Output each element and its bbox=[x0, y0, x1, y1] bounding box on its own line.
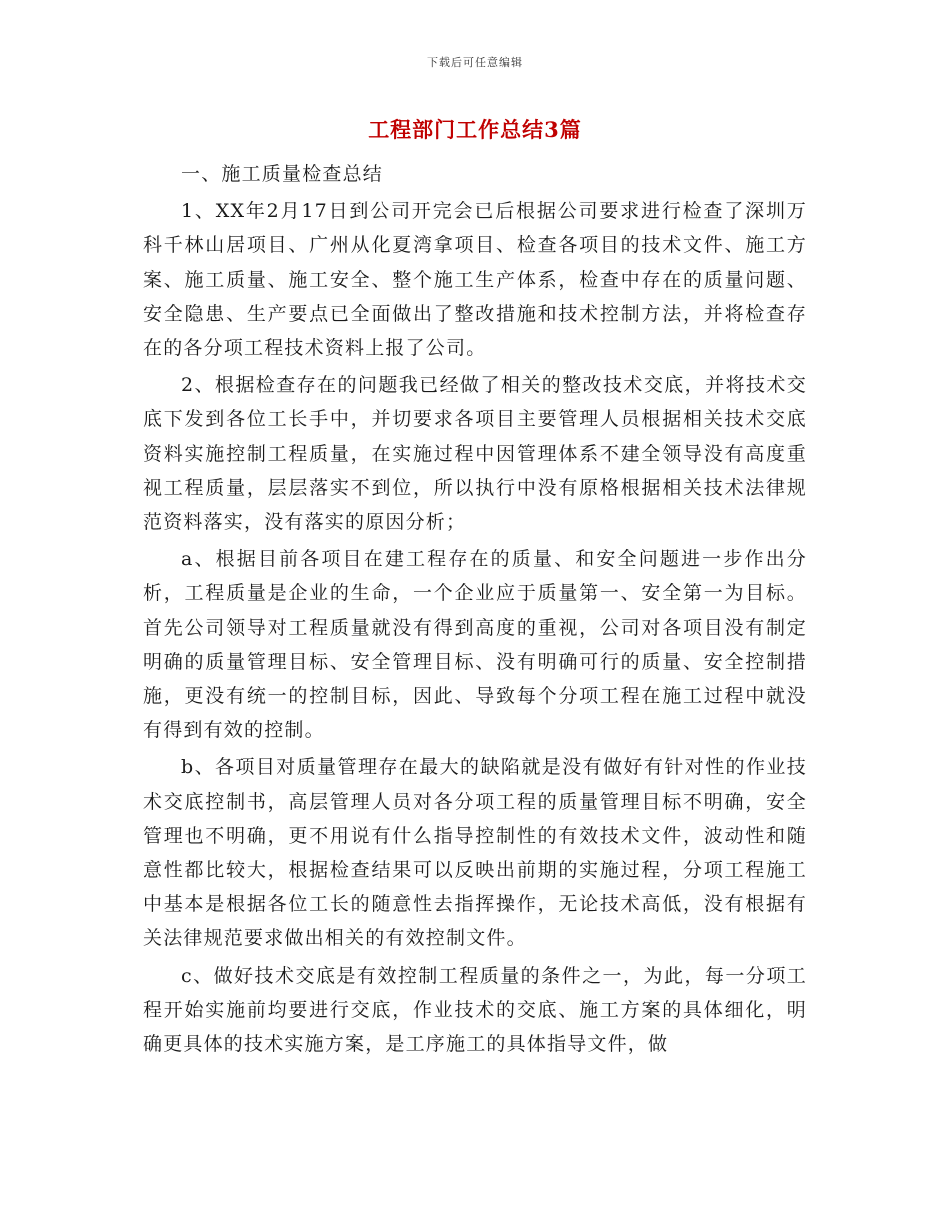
paragraph-1: 1、XX年2月17日到公司开完会已后根据公司要求进行检查了深圳万科千林山居项目、广州从化夏湾拿项目、检查各项目的技术文件、施工方案、施工质量、施工安全、整个施工生产体系，检查中存在的质量问题、安全隐患、生产要点已全面做出了整改措施和技术控制方法，并将检查存在的各分项工程技术资料上报了公司。 bbox=[143, 200, 807, 360]
paragraph-2: 2、根据检查存在的问题我已经做了相关的整改技术交底，并将技术交底下发到各位工长手中，并切要求各项目主要管理人员根据相关技术交底资料实施控制工程质量，在实施过程中因管理体系不建全领导没有高度重视工程质量，层层落实不到位，所以执行中没有原格根据相关技术法律规范资料落实，没有落实的原因分析； bbox=[143, 374, 807, 534]
section-heading: 一、施工质量检查总结 bbox=[181, 163, 384, 185]
paragraph-b: b、各项目对质量管理存在最大的缺陷就是没有做好有针对性的作业技术交底控制书，高层管理人员对各分项工程的质量管理目标不明确，安全管理也不明确，更不用说有什么指导控制性的有效技术文件，波动性和随意性都比较大，根据检查结果可以反映出前期的实施过程，分项工程施工中基本是根据各位工长的随意性去指挥操作，无论技术高低，没有根据有关法律规范要求做出相关的有效控制文件。 bbox=[143, 756, 807, 950]
paragraph-c: c、做好技术交底是有效控制工程质量的条件之一，为此，每一分项工程开始实施前均要进行交底，作业技术的交底、施工方案的具体细化，明确更具体的技术实施方案，是工序施工的具体指导文件，做 bbox=[143, 964, 807, 1056]
page-header-note: 下载后可任意编辑 bbox=[427, 56, 523, 69]
document-body bbox=[143, 157, 807, 1061]
paragraph-a: a、根据目前各项目在建工程存在的质量、和安全问题进一步作出分析，工程质量是企业的生命，一个企业应于质量第一、安全第一为目标。首先公司领导对工程质量就没有得到高度的重视，公司对各项目没有制定明确的质量管理目标、安全管理目标、没有明确可行的质量、安全控制措施，更没有统一的控制目标，因此、导致每个分项工程在施工过程中就没有得到有效的控制。 bbox=[143, 548, 807, 742]
document-title: 工程部门工作总结3篇 bbox=[368, 117, 582, 142]
